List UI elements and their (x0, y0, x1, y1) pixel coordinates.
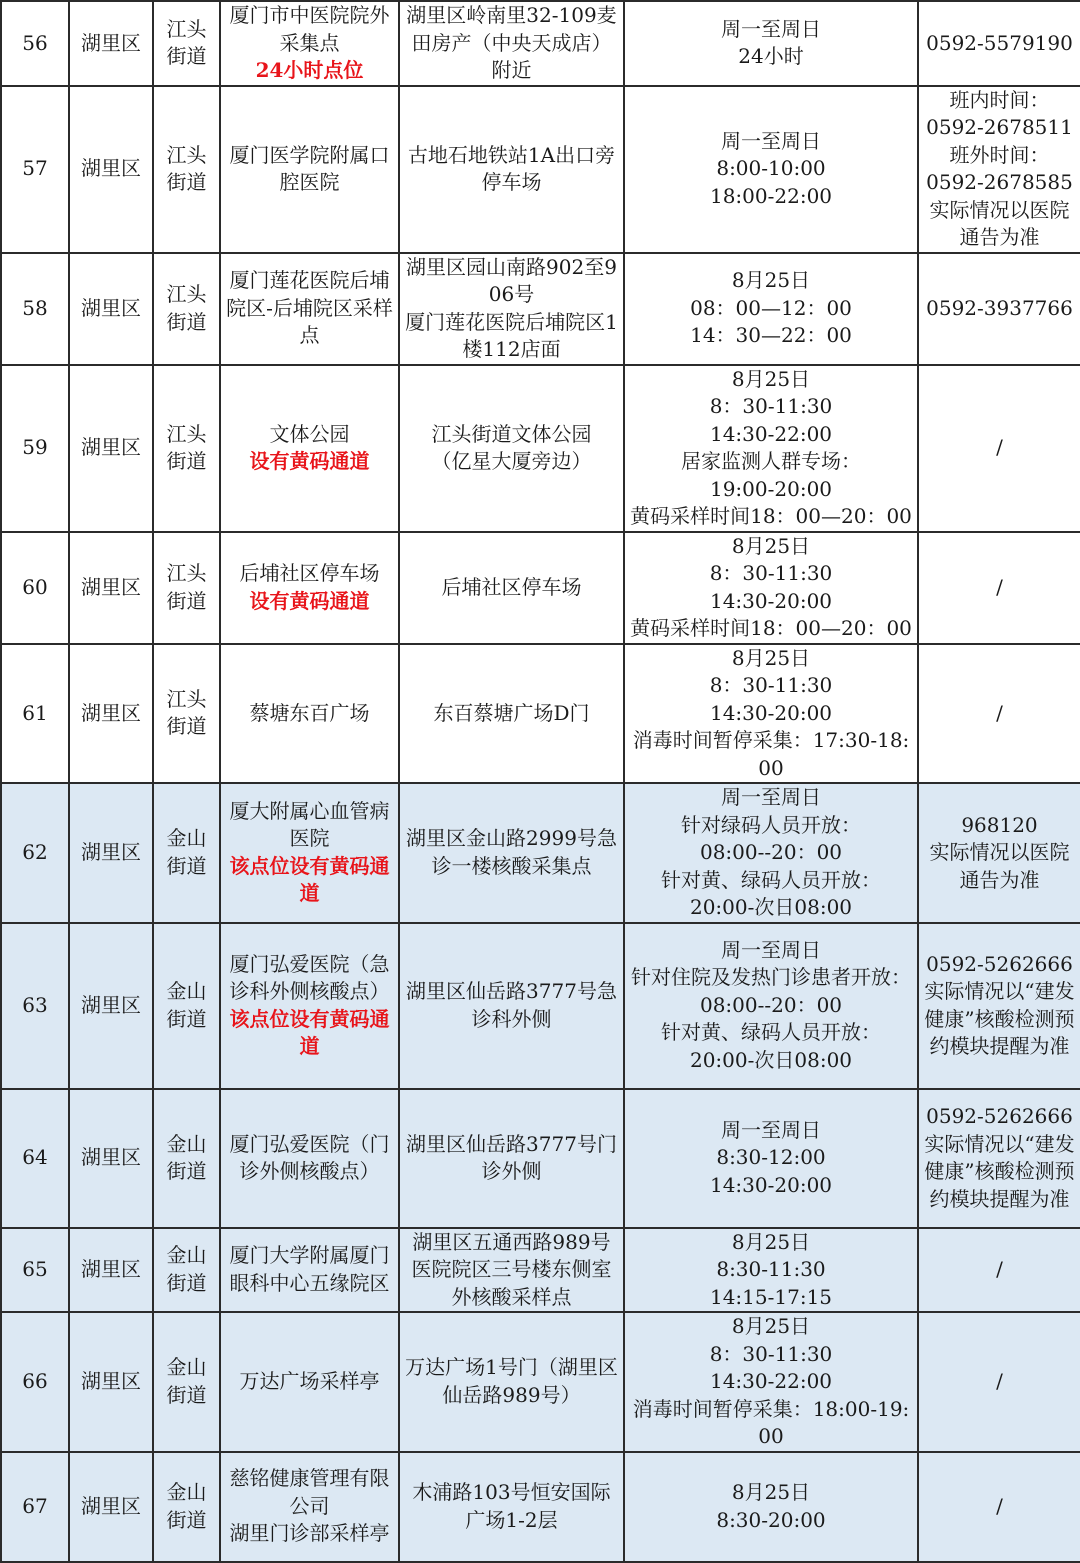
hours-line: 周一至周日 (721, 1117, 821, 1142)
contact-line: 0592-2678511 (926, 115, 1073, 139)
row-number: 67 (22, 1493, 48, 1518)
row-number-cell (1, 86, 69, 253)
table-row (1, 1, 1080, 86)
hours-line: 20:00-次日08:00 (689, 1047, 853, 1072)
contact-cell (918, 1452, 1080, 1562)
hours-line: 8：30-11:30 (709, 561, 833, 585)
site-name-cell (220, 644, 399, 784)
address-cell (399, 644, 624, 784)
site-name-text: 厦门市中医院院外采集点 (229, 3, 390, 55)
row-number-cell (1, 923, 69, 1089)
hours-line: 08：00—12：00 (690, 295, 852, 320)
contact-cell (918, 86, 1080, 253)
table-row (1, 1089, 1080, 1228)
address-text: 湖里区园山南路902至906号 (406, 254, 617, 306)
hours-line: 针对黄、绿码人员开放： (661, 867, 881, 892)
hours-line: 针对黄、绿码人员开放： (661, 1020, 881, 1045)
district-cell (69, 644, 153, 784)
site-name-text: 蔡塘东百广场 (249, 700, 370, 725)
hours-line: 居家监测人群专场： (681, 449, 861, 473)
contact-cell (918, 644, 1080, 784)
row-number: 56 (22, 30, 48, 55)
site-name-cell (220, 783, 399, 923)
contact-line: 班内时间： (949, 87, 1050, 112)
hours-line: 8月25日 (731, 1480, 811, 1504)
contact-cell (918, 783, 1080, 923)
row-number: 65 (22, 1257, 48, 1281)
address-cell (399, 532, 624, 644)
row-number-cell (1, 644, 69, 784)
site-name-text: 厦门大学附属厦门眼科中心五缘院区 (229, 1243, 390, 1295)
street-cell (153, 923, 220, 1089)
district-cell (69, 253, 153, 365)
site-name-cell (220, 1312, 399, 1452)
street-cell (153, 644, 220, 784)
hours-line: 24小时 (738, 44, 804, 69)
yellow-code-note: 该点位设有黄码通道 (229, 853, 390, 906)
hours-line: 黄码采样时间18：00—20：00 (630, 616, 912, 640)
hours-line: 周一至周日 (721, 128, 821, 153)
contact-cell (918, 1, 1080, 86)
address-cell (399, 1452, 624, 1562)
address-text: 万达广场1号门（湖里区仙岳路989号） (405, 1355, 618, 1407)
hours-line: 8月25日 (731, 268, 811, 293)
street-text: 金山街道 (166, 979, 207, 1031)
hours-cell (624, 923, 918, 1089)
address-cell (399, 783, 624, 923)
address-cell (399, 1089, 624, 1228)
district-text: 湖里区 (81, 840, 141, 864)
address-cell (399, 86, 624, 253)
table-row (1, 365, 1080, 532)
hours-line: 8月25日 (731, 366, 811, 391)
hours-line: 消毒时间暂停采集：17:30-18:00 (632, 728, 910, 780)
street-text: 金山街道 (166, 826, 207, 878)
table-row (1, 86, 1080, 253)
site-name-cell (220, 532, 399, 644)
hours-line: 8月25日 (731, 1314, 811, 1338)
contact-cell (918, 365, 1080, 532)
street-text: 江头街道 (166, 16, 207, 69)
hours-cell (624, 1312, 918, 1452)
hours-line: 8：30-11:30 (709, 673, 833, 697)
district-cell (69, 1452, 153, 1562)
contact-line: / (996, 1257, 1003, 1281)
table-row (1, 253, 1080, 365)
table-row (1, 1452, 1080, 1562)
hours-line: 8：30-11:30 (709, 394, 833, 418)
street-cell (153, 783, 220, 923)
yellow-code-note: 设有黄码通道 (249, 449, 370, 473)
district-cell (69, 532, 153, 644)
hours-line: 周一至周日 (721, 937, 821, 962)
district-text: 湖里区 (81, 700, 141, 725)
street-cell (153, 1312, 220, 1452)
row-number-cell (1, 532, 69, 644)
site-name-cell (220, 1452, 399, 1562)
address-text: 古地石地铁站1A出口旁停车场 (407, 142, 616, 194)
contact-cell (918, 1312, 1080, 1452)
street-text: 金山街道 (166, 1480, 207, 1532)
contact-line: 实际情况以“建发健康”核酸检测预约模块提醒为准 (924, 1131, 1075, 1211)
yellow-code-note: 24小时点位 (255, 58, 364, 82)
site-name-text: 厦门弘爱医院（急诊科外侧核酸点） (229, 951, 390, 1003)
district-cell (69, 1228, 153, 1313)
street-text: 江头街道 (166, 421, 207, 473)
contact-line: / (996, 700, 1003, 725)
address-cell (399, 923, 624, 1089)
row-number: 66 (22, 1369, 48, 1393)
contact-cell (918, 1228, 1080, 1313)
contact-line: 968120 (961, 812, 1038, 837)
site-name-cell (220, 1228, 399, 1313)
district-cell (69, 86, 153, 253)
site-name-text: 厦大附属心血管病医院 (229, 798, 390, 851)
street-cell (153, 365, 220, 532)
hours-line: 8:30-11:30 (716, 1257, 826, 1281)
hours-line: 14:15-17:15 (709, 1284, 833, 1309)
hours-cell (624, 365, 918, 532)
street-cell (153, 1452, 220, 1562)
district-cell (69, 1089, 153, 1228)
address-text: 东百蔡塘广场D门 (433, 700, 590, 725)
site-name-cell (220, 253, 399, 365)
row-number: 63 (22, 992, 48, 1017)
hours-cell (624, 1089, 918, 1228)
street-cell (153, 86, 220, 253)
hours-line: 周一至周日 (721, 785, 821, 809)
street-cell (153, 253, 220, 365)
address-cell (399, 1312, 624, 1452)
hours-line: 8:30-20:00 (716, 1507, 826, 1532)
contact-line: / (996, 574, 1003, 599)
row-number-cell (1, 1228, 69, 1313)
address-text: 湖里区仙岳路3777号急诊科外侧 (406, 979, 617, 1031)
address-text: 厦门莲花医院后埔院区1楼112店面 (405, 309, 618, 361)
address-cell (399, 1, 624, 86)
contact-line: 0592-2678585 (926, 170, 1073, 194)
address-text: 湖里区五通西路989号医院院区三号楼东侧室外核酸采样点 (411, 1229, 612, 1309)
site-name-cell (220, 86, 399, 253)
address-cell (399, 1228, 624, 1313)
street-cell (153, 1228, 220, 1313)
site-name-text: 万达广场采样亭 (239, 1369, 380, 1393)
hours-line: 14:30-20:00 (709, 1172, 833, 1197)
site-name-cell (220, 1, 399, 86)
table-body (1, 1, 1080, 1562)
street-text: 江头街道 (166, 142, 207, 194)
hours-cell (624, 1452, 918, 1562)
street-cell (153, 1089, 220, 1228)
hours-line: 19:00-20:00 (709, 476, 833, 501)
hours-line: 周一至周日 (721, 16, 821, 41)
site-name-text: 厦门医学院附属口腔医院 (229, 142, 390, 194)
hours-line: 14:30-20:00 (709, 588, 833, 613)
address-text: 湖里区仙岳路3777号门诊外侧 (406, 1131, 617, 1183)
yellow-code-note: 该点位设有黄码通道 (229, 1006, 390, 1058)
district-text: 湖里区 (81, 295, 141, 320)
site-name-text: 厦门莲花医院后埔院区-后埔院区采样点 (226, 268, 393, 348)
site-name-cell (220, 923, 399, 1089)
hours-cell (624, 253, 918, 365)
contact-line: 0592-3937766 (926, 295, 1073, 320)
site-name-cell (220, 1089, 399, 1228)
address-cell (399, 253, 624, 365)
district-text: 湖里区 (81, 1369, 141, 1393)
contact-cell (918, 532, 1080, 644)
hours-line: 08:00--20：00 (699, 840, 843, 864)
table-row (1, 923, 1080, 1089)
hours-line: 消毒时间暂停采集：18:00-19:00 (632, 1396, 910, 1448)
hours-line: 针对住院及发热门诊患者开放： (631, 965, 911, 990)
row-number: 57 (22, 156, 48, 181)
street-text: 江头街道 (166, 561, 207, 613)
address-text: 湖里区岭南里32-109麦田房产（中央天成店）附近 (406, 3, 617, 82)
district-text: 湖里区 (81, 156, 141, 181)
site-name-text: 慈铭健康管理有限公司 (229, 1466, 390, 1518)
hours-line: 8月25日 (731, 645, 811, 670)
table-row (1, 783, 1080, 923)
hours-line: 20:00-次日08:00 (689, 895, 853, 919)
contact-cell (918, 253, 1080, 365)
hours-line: 8月25日 (731, 1229, 811, 1254)
district-text: 湖里区 (81, 992, 141, 1017)
hours-line: 18:00-22:00 (709, 183, 833, 208)
district-text: 湖里区 (81, 1257, 141, 1281)
contact-line: 实际情况以医院通告为准 (929, 840, 1070, 892)
hours-cell (624, 1228, 918, 1313)
district-cell (69, 783, 153, 923)
hours-line: 08:00--20：00 (699, 992, 843, 1017)
row-number: 59 (22, 435, 48, 460)
district-text: 湖里区 (81, 1145, 141, 1170)
row-number-cell (1, 1452, 69, 1562)
district-cell (69, 923, 153, 1089)
hours-cell (624, 532, 918, 644)
row-number: 61 (22, 700, 48, 725)
street-text: 江头街道 (166, 686, 207, 739)
row-number-cell (1, 1089, 69, 1228)
row-number: 58 (22, 295, 48, 320)
hours-line: 14:30-20:00 (709, 700, 833, 725)
row-number-cell (1, 1, 69, 86)
hours-cell (624, 783, 918, 923)
table-row (1, 532, 1080, 644)
address-text: 江头街道文体公园 (431, 421, 592, 446)
street-text: 金山街道 (166, 1131, 207, 1183)
contact-line: 0592-5579190 (926, 30, 1073, 55)
hours-cell (624, 86, 918, 253)
street-cell (153, 1, 220, 86)
hours-line: 8:00-10:00 (716, 156, 826, 181)
hours-line: 14:30-22:00 (709, 421, 833, 446)
address-text: 木浦路103号恒安国际广场1-2层 (412, 1480, 611, 1532)
district-text: 湖里区 (81, 30, 141, 55)
contact-line: 0592-5262666 (926, 1104, 1073, 1128)
site-name-text: 湖里门诊部采样亭 (229, 1521, 390, 1546)
district-cell (69, 1312, 153, 1452)
row-number: 62 (22, 840, 48, 864)
contact-line: / (996, 1493, 1003, 1518)
address-text: 后埔社区停车场 (441, 574, 582, 599)
hours-line: 8:30-12:00 (716, 1145, 826, 1170)
site-name-text: 厦门弘爱医院（门诊外侧核酸点） (229, 1131, 390, 1183)
contact-line: 0592-5262666 (926, 951, 1073, 976)
site-name-text: 文体公园 (269, 421, 350, 446)
address-text: （亿星大厦旁边） (431, 449, 592, 473)
site-name-text: 后埔社区停车场 (239, 561, 380, 585)
street-text: 江头街道 (166, 282, 207, 334)
contact-line: 实际情况以医院通告为准 (929, 197, 1070, 249)
address-text: 湖里区金山路2999号急诊一楼核酸采集点 (406, 826, 617, 878)
yellow-code-note: 设有黄码通道 (249, 588, 370, 613)
hours-cell (624, 1, 918, 86)
row-number-cell (1, 253, 69, 365)
district-cell (69, 1, 153, 86)
row-number-cell (1, 1312, 69, 1452)
street-text: 金山街道 (166, 1243, 207, 1295)
district-text: 湖里区 (81, 1493, 141, 1518)
hours-line: 针对绿码人员开放： (681, 812, 861, 837)
street-text: 金山街道 (166, 1355, 207, 1407)
site-name-cell (220, 365, 399, 532)
hours-line: 8月25日 (731, 533, 811, 558)
hours-cell (624, 644, 918, 784)
contact-cell (918, 1089, 1080, 1228)
hours-line: 14:30-22:00 (709, 1369, 833, 1393)
row-number-cell (1, 365, 69, 532)
address-cell (399, 365, 624, 532)
street-cell (153, 532, 220, 644)
contact-line: / (996, 435, 1003, 460)
hours-line: 14：30—22：00 (690, 323, 852, 348)
district-text: 湖里区 (81, 574, 141, 599)
table-row (1, 644, 1080, 784)
table-row (1, 1228, 1080, 1313)
hours-line: 8：30-11:30 (709, 1341, 833, 1366)
district-text: 湖里区 (81, 435, 141, 460)
district-cell (69, 365, 153, 532)
table-row (1, 1312, 1080, 1452)
contact-line: 实际情况以“建发健康”核酸检测预约模块提醒为准 (924, 979, 1075, 1058)
row-number: 60 (22, 574, 48, 599)
contact-cell (918, 923, 1080, 1089)
contact-line: 班外时间： (949, 142, 1050, 167)
contact-line: / (996, 1369, 1003, 1393)
row-number-cell (1, 783, 69, 923)
hours-line: 黄码采样时间18：00—20：00 (630, 504, 912, 528)
row-number: 64 (22, 1145, 48, 1170)
